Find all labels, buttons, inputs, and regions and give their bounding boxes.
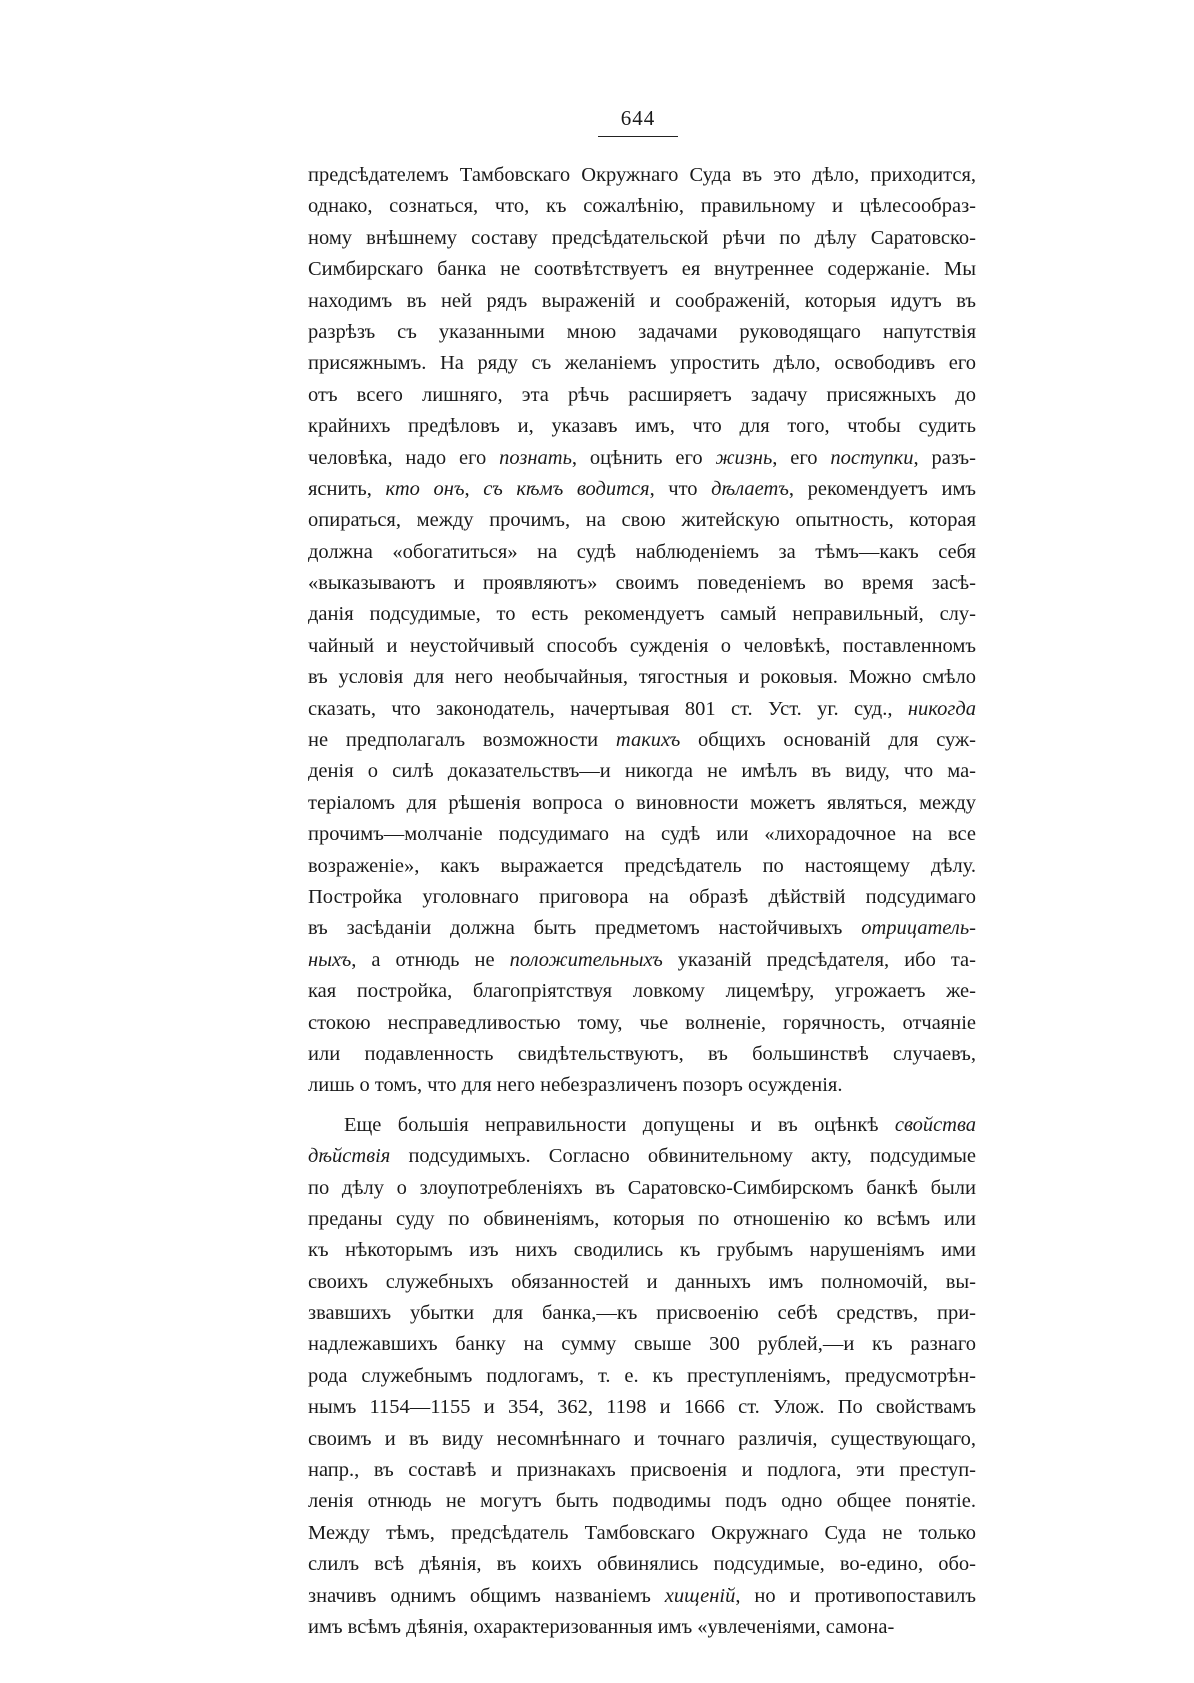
text-line: опираться, между прочимъ, на свою житейскую опытность, которая	[308, 509, 976, 532]
page-number: 644	[620, 106, 656, 130]
text-line: нымъ 1154—1155 и 354, 362, 1198 и 1666 ст. Улож. По свойствамъ	[308, 1396, 976, 1419]
italic-emphasis: жизнь	[715, 446, 773, 469]
text-line: не предполагалъ возможности такихъ общихъ основаній для суж-	[308, 729, 976, 752]
italic-emphasis: положительныхъ	[509, 948, 663, 971]
text-line: возраженіе», какъ выражается предсѣдатель по настоящему дѣлу.	[308, 854, 976, 877]
italic-emphasis: отрицатель-	[861, 917, 976, 940]
text-line: ленія отнюдь не могутъ быть подводимы подъ одно общее понятіе.	[308, 1490, 976, 1513]
text-line: Между тѣмъ, предсѣдатель Тамбовскаго Окружнаго Суда не только	[308, 1521, 976, 1544]
text-line: значивъ однимъ общимъ названіемъ хищеній, но и противопоставилъ	[308, 1584, 976, 1607]
text-line: Постройка уголовнаго приговора на образѣ дѣйствій подсудимаго	[308, 885, 976, 908]
text-line: звавшихъ убытки для банка,—къ присвоенію себѣ средствъ, при-	[308, 1302, 976, 1325]
italic-emphasis: поступки	[830, 446, 914, 469]
text-line: яснить, кто онъ, съ кѣмъ водится, что дѣлаетъ, рекомендуетъ имъ	[308, 477, 976, 500]
text-line: своимъ и въ виду несомнѣннаго и точнаго различія, существующаго,	[308, 1427, 976, 1450]
text-line: рода служебнымъ подлогамъ, т. е. къ преступленіямъ, предусмотрѣн-	[308, 1364, 976, 1387]
text-line: разрѣзъ съ указанными мною задачами руководящаго напутствія	[308, 320, 976, 343]
italic-emphasis: свойства	[894, 1113, 976, 1136]
text-line: въ засѣданіи должна быть предметомъ настойчивыхъ отрицатель-	[308, 917, 976, 940]
italic-emphasis: дѣлаетъ	[711, 477, 789, 500]
text-column	[308, 160, 976, 1643]
text-line: къ нѣкоторымъ изъ нихъ сводились къ грубымъ нарушеніямъ ими	[308, 1239, 976, 1262]
text-line: находимъ въ ней рядъ выраженій и соображеній, которыя идутъ въ	[308, 289, 976, 312]
text-line: присяжнымъ. На ряду съ желаніемъ упростить дѣло, освободивъ его	[308, 352, 976, 375]
text-line: надлежавшихъ банку на сумму свыше 300 рублей,—и къ разнаго	[308, 1333, 976, 1356]
text-line: теріаломъ для рѣшенія вопроса о виновности можетъ являться, между	[308, 791, 976, 814]
paragraph-gap	[308, 1102, 976, 1110]
text-line: кая постройка, благопріятствуя ловкому лицемѣру, угрожаетъ же-	[308, 980, 976, 1003]
text-line: крайнихъ предѣловъ и, указавъ имъ, что для того, чтобы судить	[308, 415, 976, 438]
text-line: прочимъ—молчаніе подсудимаго на судѣ или «лихорадочное на все	[308, 823, 976, 846]
page-number-rule	[598, 136, 678, 137]
text-line: или подавленность свидѣтельствуютъ, въ большинствѣ случаевъ,	[308, 1042, 976, 1065]
text-line: однако, сознаться, что, къ сожалѣнію, правильному и цѣлесообраз-	[308, 195, 976, 218]
italic-emphasis: познать	[499, 446, 572, 469]
text-line: человѣка, надо его познать, оцѣнить его жизнь, его поступки, разъ-	[308, 446, 976, 469]
italic-emphasis: съ кѣмъ водится	[483, 477, 650, 500]
text-line: отъ всего лишняго, эта рѣчь расширяетъ задачу присяжныхъ до	[308, 383, 976, 406]
italic-emphasis: никогда	[907, 697, 976, 720]
text-line: Симбирскаго банка не соотвѣтствуетъ ея внутреннее содержаніе. Мы	[308, 258, 976, 281]
text-line: преданы суду по обвиненіямъ, которыя по отношенію ко всѣмъ или	[308, 1207, 976, 1230]
text-line: своихъ служебныхъ обязанностей и данныхъ имъ полномочій, вы-	[308, 1270, 976, 1293]
text-line: должна «обогатиться» на судѣ наблюденіемъ за тѣмъ—какъ себя	[308, 540, 976, 563]
text-line: сказать, что законодатель, начертывая 801 ст. Уст. уг. суд., никогда	[308, 697, 976, 720]
text-line: данія подсудимые, то есть рекомендуетъ самый неправильный, слу-	[308, 603, 976, 626]
text-line: «выказываютъ и проявляютъ» своимъ поведеніемъ во время засѣ-	[308, 572, 976, 595]
text-line: имъ всѣмъ дѣянія, охарактеризованныя имъ «увлеченіями, самона-	[308, 1615, 895, 1638]
text-line: напр., въ составѣ и признакахъ присвоенія и подлога, эти преступ-	[308, 1459, 976, 1482]
text-line: денія о силѣ доказательствъ—и никогда не имѣлъ въ виду, что ма-	[308, 760, 976, 783]
text-line: ному внѣшнему составу предсѣдательской рѣчи по дѣлу Саратовско-	[308, 226, 976, 249]
text-line: чайный и неустойчивый способъ сужденія о человѣкѣ, поставленномъ	[308, 634, 976, 657]
text-line: въ условія для него необычайныя, тягостныя и роковыя. Можно смѣло	[308, 666, 976, 689]
italic-emphasis: дѣйствія	[308, 1145, 391, 1168]
italic-emphasis: такихъ	[615, 729, 681, 752]
text-line: слилъ всѣ дѣянія, въ коихъ обвинялись подсудимые, во-едино, обо-	[308, 1553, 976, 1576]
text-line: предсѣдателемъ Тамбовскаго Окружнаго Суда въ это дѣло, приходится,	[308, 164, 976, 186]
text-line: ныхъ, а отнюдь не положительныхъ указаній предсѣдателя, ибо та-	[308, 948, 976, 971]
italic-emphasis: хищеній	[664, 1584, 736, 1607]
text-line: дѣйствія подсудимыхъ. Согласно обвинительному акту, подсудимые	[308, 1145, 976, 1168]
italic-emphasis: ныхъ	[308, 948, 352, 971]
text-line: Еще большія неправильности допущены и въ оцѣнкѣ свойства	[344, 1113, 976, 1136]
italic-emphasis: кто онъ	[385, 477, 465, 500]
text-line: стокою несправедливостью тому, чье волненіе, горячность, отчаяніе	[308, 1011, 976, 1034]
text-line: по дѣлу о злоупотребленіяхъ въ Саратовско-Симбирскомъ банкѣ были	[308, 1176, 976, 1199]
text-line: лишь о томъ, что для него небезразличенъ позоръ осужденія.	[308, 1074, 843, 1097]
